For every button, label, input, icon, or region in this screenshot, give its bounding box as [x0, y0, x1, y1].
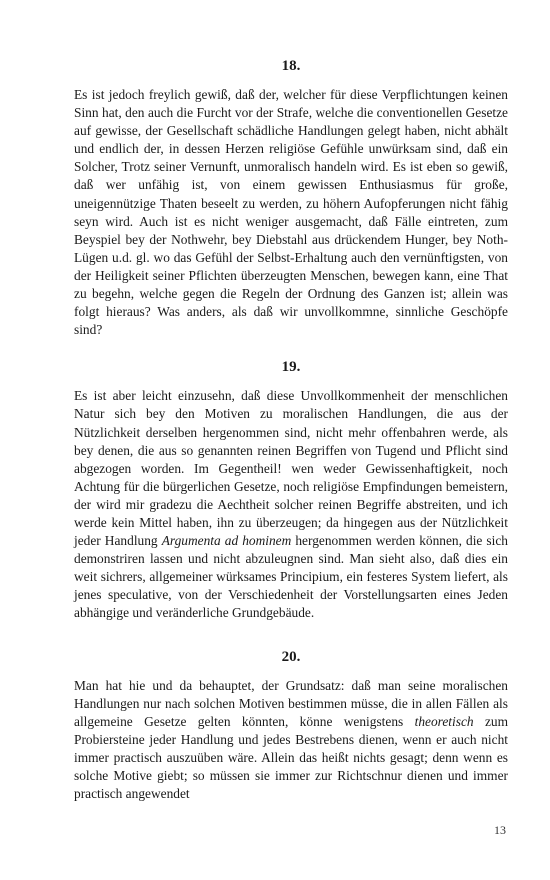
paragraph: [74, 677, 508, 804]
italic-phrase: Argumenta ad hominem: [161, 533, 292, 549]
paragraph: [74, 86, 508, 339]
text-segment: zum Probiersteine jeder Handlung und jedes Bestrebens dienen, wenn er auch nicht immer practisch auszuüben wäre. Allein das heißt nichts gesagt; denn wenn es solche Motive giebt; so müssen sie immer zur Richtschnur dienen und immer practisch angewendet: [74, 713, 509, 802]
section-20: [74, 647, 508, 804]
italic-phrase: theoretisch: [414, 713, 474, 729]
section-18: [74, 56, 508, 339]
section-number: 19.: [281, 359, 301, 376]
text-segment: hergenommen werden können, die sich demonstriren lassen und nicht abzuleugnen sind. Man sieht also, daß dies ein weit sichrers, allgemeiner würksames Principium, ein festeres System liefert, als jenes speculative, von der Verschiedenheit der Vorstellungsarten eines Jeden abhängige und veränderliche Grundgebäude.: [74, 533, 508, 621]
section-19: [74, 357, 508, 622]
text-segment: Es ist aber leicht einzusehn, daß diese Unvollkommenheit der menschlichen Natur sich bey den Motiven zu moralischen Handlungen, die aus der Nützlichkeit derselben hergenommen sind, nicht mehr offenbahren werde, als bey denen, die aus so genannten reinen Begriffen von Tugend und Pflicht sind abgezogen worden. Im Gegentheil! wen weder Gewissenhaftigkeit, noch Achtung für die bürgerlichen Gesetze, noch religiöse Empfindungen bemeistern, der wird mir gradezu die Aechtheit solcher reinen Begriffe abstreiten, und ich werde kein Mittel haben, ihn zu überzeugen; da hingegen aus der Nützlichkeit jeder Handlung: [74, 388, 508, 549]
text-segment: Man hat hie und da behauptet, der Grundsatz: daß man seine moralischen Handlungen nur nach solchen Motiven bestimmen müsse, die in allen Fällen als allgemeine Gesetze gelten könnten, könne wenigstens: [74, 677, 508, 729]
section-number: 18.: [281, 58, 301, 74]
page-number: 13: [494, 823, 506, 837]
text-segment: Es ist jedoch freylich gewiß, daß der, welcher für diese Verpflichtungen keinen Sinn hat, den auch die Furcht vor der Strafe, welche die conventionellen Gesetze auf gewisse, der Gesellschaft schädliche Handlungen gelegt haben, nicht abhält und endlich der, in dessen Herzen religiöse Gefühle unwürksam sind, daß ein Solcher, Trotz seiner Vernunft, unmoralisch handeln wird. Es ist eben so gewiß, daß wer unfähig ist, von einem gewissen Enthusiasmus für große, uneigennützige Thaten beseelt zu werden, zu höhern Aufopferungen nicht fähig seyn wird. Auch ist es nicht weniger ausgemacht, daß Fälle eintreten, zum Beyspiel bey der Nothwehr, bey Diebstahl aus drückendem Hunger, bey Noth-Lügen u.d. gl. wo das Gefühl der Selbst-Erhaltung auch den vernünftigsten, von der Heiligkeit seiner Pflichten überzeugten Menschen, bewegen kann, eine That zu begehn, welche gegen die Regeln der Ordnung des Ganzen ist; allein was folgt hieraus? Was anders, als daß wir unvollkommne, sinnliche Geschöpfe sind?: [74, 87, 508, 338]
section-number: 20.: [281, 648, 301, 665]
page-body: [74, 56, 508, 803]
paragraph: [74, 387, 508, 622]
